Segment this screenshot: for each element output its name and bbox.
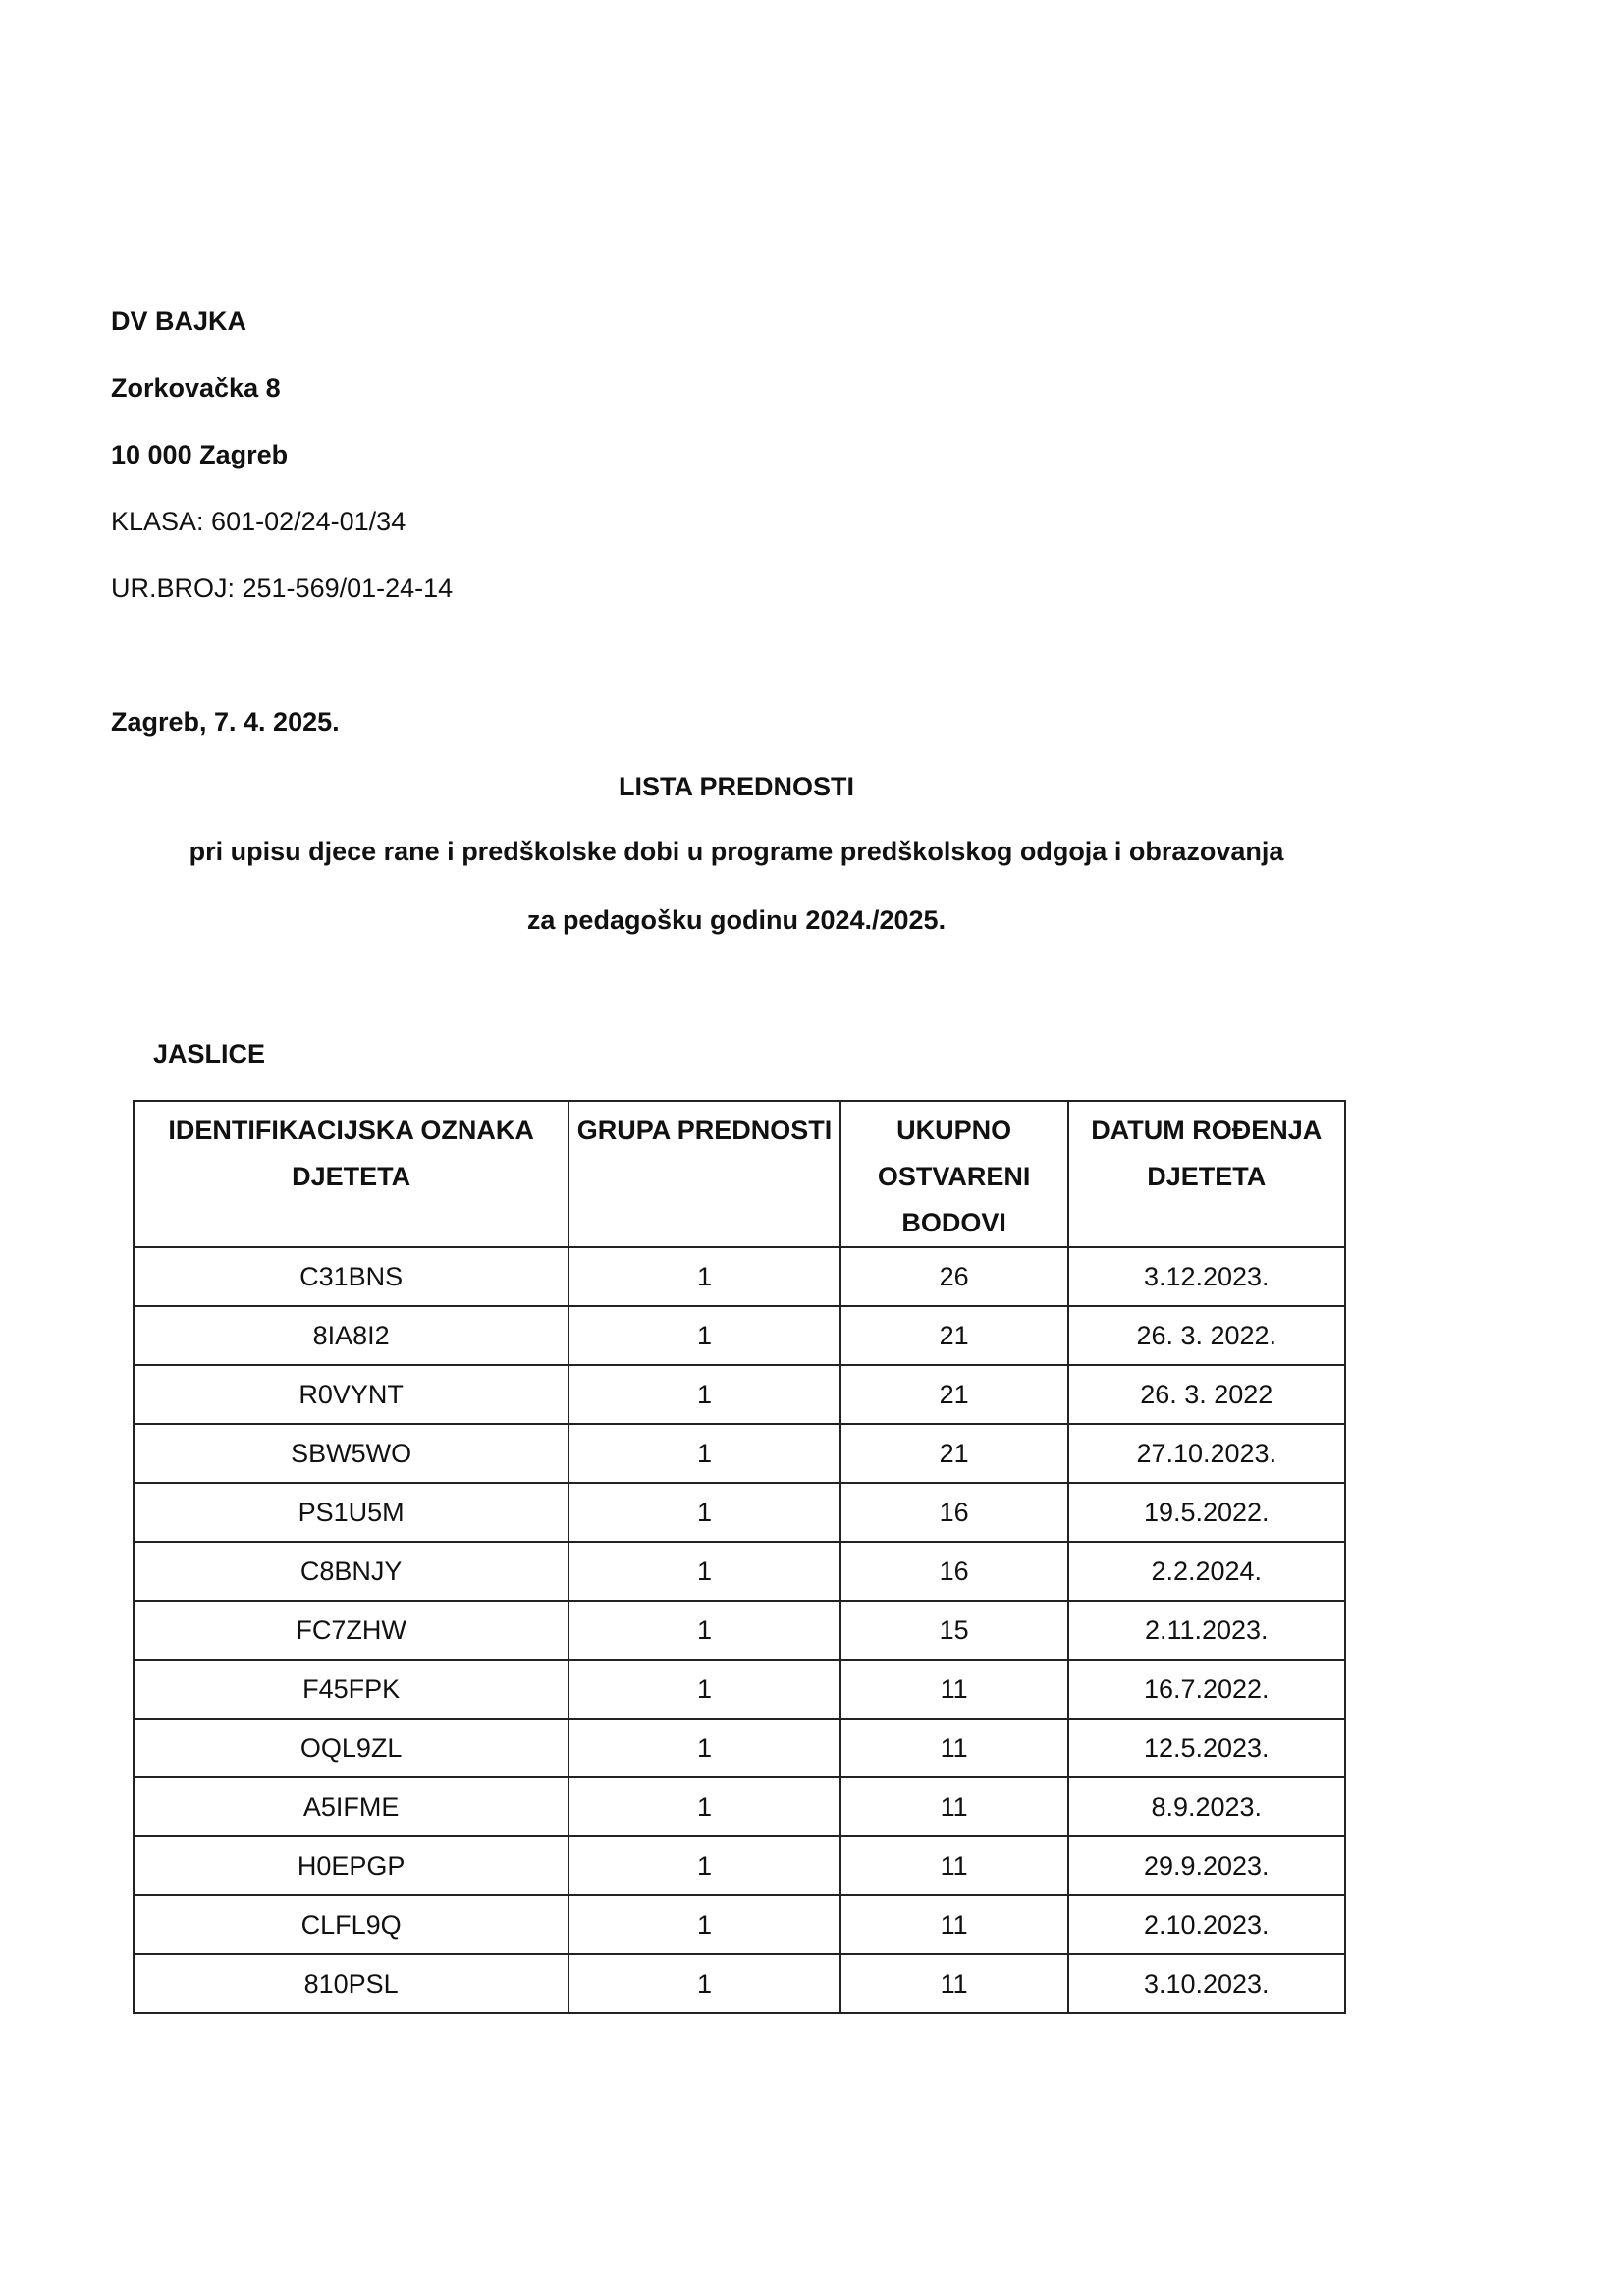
- cell-birth-date: 12.5.2023.: [1068, 1719, 1345, 1777]
- cell-birth-date: 26. 3. 2022.: [1068, 1306, 1345, 1365]
- cell-total-points: 21: [840, 1424, 1068, 1483]
- cell-total-points: 11: [840, 1895, 1068, 1954]
- cell-child-id: C8BNJY: [134, 1542, 568, 1601]
- cell-priority-group: 1: [568, 1895, 840, 1954]
- table-row: [134, 1483, 1345, 1542]
- cell-birth-date: 8.9.2023.: [1068, 1777, 1345, 1836]
- table-row: [134, 1365, 1345, 1424]
- table-body: [134, 1247, 1345, 2013]
- cell-birth-date: 19.5.2022.: [1068, 1483, 1345, 1542]
- section-heading: JASLICE: [153, 1039, 266, 1068]
- cell-total-points: 26: [840, 1247, 1068, 1306]
- cell-child-id: H0EPGP: [134, 1836, 568, 1895]
- table-row: [134, 1954, 1345, 2013]
- cell-priority-group: 1: [568, 1719, 840, 1777]
- cell-birth-date: 3.10.2023.: [1068, 1954, 1345, 2013]
- table-row: [134, 1895, 1345, 1954]
- registry-number: UR.BROJ: 251-569/01-24-14: [111, 574, 454, 603]
- table-row: [134, 1777, 1345, 1836]
- cell-child-id: R0VYNT: [134, 1365, 568, 1424]
- cell-birth-date: 29.9.2023.: [1068, 1836, 1345, 1895]
- institution-street: Zorkovačka 8: [111, 373, 281, 403]
- cell-priority-group: 1: [568, 1601, 840, 1660]
- cell-priority-group: 1: [568, 1365, 840, 1424]
- column-header-group: GRUPA PREDNOSTI: [568, 1101, 840, 1247]
- cell-birth-date: 16.7.2022.: [1068, 1660, 1345, 1719]
- cell-total-points: 16: [840, 1542, 1068, 1601]
- table-row: [134, 1247, 1345, 1306]
- cell-priority-group: 1: [568, 1542, 840, 1601]
- table-row: [134, 1601, 1345, 1660]
- priority-table: [133, 1100, 1346, 2014]
- cell-birth-date: 3.12.2023.: [1068, 1247, 1345, 1306]
- cell-child-id: CLFL9Q: [134, 1895, 568, 1954]
- cell-total-points: 11: [840, 1660, 1068, 1719]
- cell-total-points: 15: [840, 1601, 1068, 1660]
- cell-child-id: OQL9ZL: [134, 1719, 568, 1777]
- table-row: [134, 1660, 1345, 1719]
- cell-total-points: 16: [840, 1483, 1068, 1542]
- column-header-birthdate: DATUM ROĐENJA DJETETA: [1068, 1101, 1345, 1247]
- institution-name: DV BAJKA: [111, 306, 247, 336]
- cell-total-points: 11: [840, 1777, 1068, 1836]
- cell-priority-group: 1: [568, 1247, 840, 1306]
- cell-priority-group: 1: [568, 1306, 840, 1365]
- institution-city: 10 000 Zagreb: [111, 440, 289, 469]
- cell-priority-group: 1: [568, 1660, 840, 1719]
- document-title: LISTA PREDNOSTI: [618, 772, 854, 801]
- cell-child-id: C31BNS: [134, 1247, 568, 1306]
- document-subtitle-line2: za pedagošku godinu 2024./2025.: [526, 905, 947, 935]
- cell-birth-date: 2.11.2023.: [1068, 1601, 1345, 1660]
- cell-total-points: 21: [840, 1306, 1068, 1365]
- cell-total-points: 11: [840, 1836, 1068, 1895]
- document-date: Zagreb, 7. 4. 2025.: [111, 707, 340, 737]
- column-header-id: IDENTIFIKACIJSKA OZNAKA DJETETA: [134, 1101, 568, 1247]
- table-row: [134, 1836, 1345, 1895]
- column-header-points: UKUPNO OSTVARENI BODOVI: [840, 1101, 1068, 1247]
- table-row: [134, 1424, 1345, 1483]
- cell-priority-group: 1: [568, 1836, 840, 1895]
- cell-birth-date: 2.10.2023.: [1068, 1895, 1345, 1954]
- cell-child-id: A5IFME: [134, 1777, 568, 1836]
- table-row: [134, 1719, 1345, 1777]
- cell-child-id: SBW5WO: [134, 1424, 568, 1483]
- cell-child-id: F45FPK: [134, 1660, 568, 1719]
- cell-child-id: 8IA8I2: [134, 1306, 568, 1365]
- table-row: [134, 1306, 1345, 1365]
- cell-total-points: 21: [840, 1365, 1068, 1424]
- document-subtitle-line1: pri upisu djece rane i predškolske dobi u programe predškolskog odgoja i obrazovanja: [189, 837, 1284, 866]
- cell-child-id: FC7ZHW: [134, 1601, 568, 1660]
- cell-total-points: 11: [840, 1954, 1068, 2013]
- cell-birth-date: 2.2.2024.: [1068, 1542, 1345, 1601]
- klasa-number: KLASA: 601-02/24-01/34: [111, 507, 406, 536]
- cell-birth-date: 27.10.2023.: [1068, 1424, 1345, 1483]
- cell-child-id: PS1U5M: [134, 1483, 568, 1542]
- cell-priority-group: 1: [568, 1483, 840, 1542]
- cell-child-id: 810PSL: [134, 1954, 568, 2013]
- table-header-row: [134, 1101, 1345, 1247]
- cell-total-points: 11: [840, 1719, 1068, 1777]
- table-row: [134, 1542, 1345, 1601]
- cell-priority-group: 1: [568, 1777, 840, 1836]
- cell-birth-date: 26. 3. 2022: [1068, 1365, 1345, 1424]
- cell-priority-group: 1: [568, 1424, 840, 1483]
- cell-priority-group: 1: [568, 1954, 840, 2013]
